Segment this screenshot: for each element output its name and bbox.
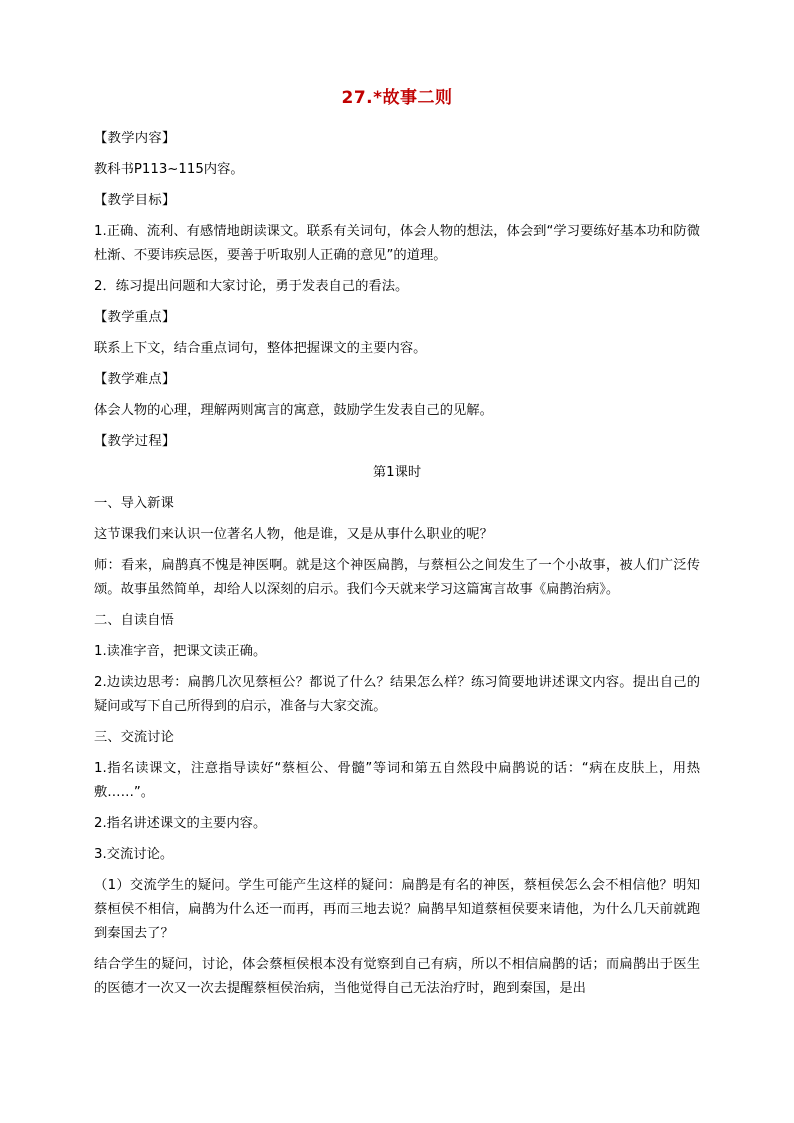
teaching-content-label: 【教学内容】 [94, 131, 176, 146]
section-3-item-2: 2.指名讲述课文的主要内容。 [94, 816, 267, 831]
difficult-points-text: 体会人物的心理，理解两则寓言的寓意，鼓励学生发表自己的见解。 [94, 403, 493, 418]
section-1-teacher-remark: 师：看来，扁鹊真不愧是神医啊。就是这个神医扁鹊，与蔡桓公之间发生了一个小故事，被人们广泛传颂。故事虽然简单，却给人以深刻的启示。我们今天就来学习这篇寓言故事《扁鹊治病》。 [94, 558, 700, 597]
section-3-subitem-1: （1）交流学生的疑问。学生可能产生这样的疑问：扁鹊是有名的神医，蔡桓侯怎么会不相信他？明知蔡桓侯不相信，扁鹊为什么还一而再，再而三地去说？扁鹊早知道蔡桓侯要来请他，为什么几天前就跑到秦国去了？ [94, 878, 700, 941]
section-3-item-3: 3.交流讨论。 [94, 847, 174, 862]
goal-item-1: 1.正确、流利、有感情地朗读课文。联系有关词句，体会人物的想法，体会到“学习要练好基本功和防微杜渐、不要讳疾忌医，要善于听取别人正确的意见”的道理。 [94, 224, 700, 263]
section-2-item-1: 1.读准字音，把课文读正确。 [94, 644, 267, 659]
section-3-heading: 三、交流讨论 [94, 730, 174, 745]
document-title: 27.*故事二则 [341, 88, 453, 108]
section-2-item-2: 2.边读边思考：扁鹊几次见蔡桓公？都说了什么？结果怎么样？练习简要地讲述课文内容。提出自己的疑问或写下自己所得到的启示，准备与大家交流。 [94, 675, 700, 714]
document-body [94, 127, 700, 1008]
goal-item-2: 2．练习提出问题和大家讨论，勇于发表自己的看法。 [94, 279, 409, 294]
teaching-goals-label: 【教学目标】 [94, 193, 176, 208]
teaching-content-text: 教科书P113~115内容。 [94, 162, 244, 177]
section-3-item-1: 1.指名读课文，注意指导读好“蔡桓公、骨髓”等词和第五自然段中扁鹊说的话：“病在皮肤上，用热敷……”。 [94, 761, 700, 800]
section-2-heading: 二、自读自悟 [94, 613, 174, 628]
key-points-label: 【教学重点】 [94, 310, 176, 325]
section-1-heading: 一、导入新课 [94, 496, 174, 511]
section-3-discussion: 结合学生的疑问，讨论，体会蔡桓侯根本没有觉察到自己有病，所以不相信扁鹊的话；而扁鹊出于医生的医德才一次又一次去提醒蔡桓侯治病，当他觉得自己无法治疗时，跑到秦国，是出 [94, 957, 700, 996]
key-points-text: 联系上下文，结合重点词句，整体把握课文的主要内容。 [94, 341, 427, 356]
teaching-process-label: 【教学过程】 [94, 434, 176, 449]
section-1-question: 这节课我们来认识一位著名人物，他是谁，又是从事什么职业的呢？ [94, 527, 493, 542]
difficult-points-label: 【教学难点】 [94, 372, 176, 387]
lesson-period-heading: 第1课时 [372, 465, 422, 480]
